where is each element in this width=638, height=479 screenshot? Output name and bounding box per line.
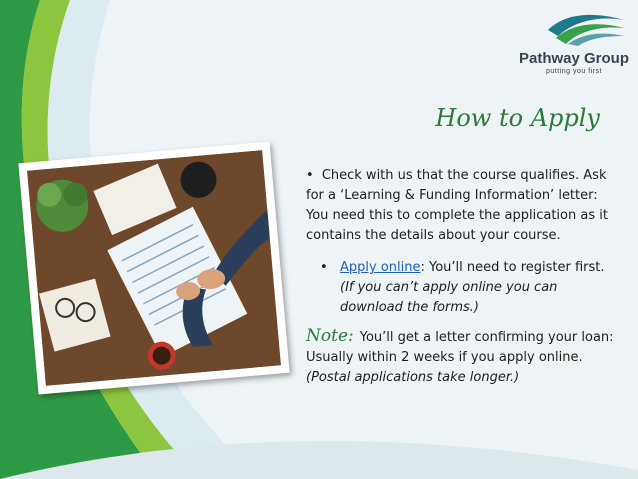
logo-wave-icon (546, 10, 626, 46)
pathway-group-logo (518, 10, 630, 82)
slide-content (306, 166, 618, 388)
note-text: You’ll get a letter confirming your loan: Usually within 2 weeks if you apply online. (306, 330, 614, 365)
logo-tagline: putting you first (546, 68, 602, 75)
slide-title: How to Apply (435, 104, 600, 132)
bullet-course-qualifies (306, 166, 618, 246)
bullet1-text: Check with us that the course qualifies. Ask for a ‘Learning & Funding Information’ letter: You need this to complete the application as it contains the details about your course. (306, 168, 608, 243)
bullet-dot: • (320, 260, 328, 275)
bullet2-italic-text: (If you can’t apply online you can download the forms.) (340, 280, 558, 315)
bullet2-text: : You’ll need to register first. (420, 260, 605, 275)
logo-name: Pathway Group (518, 50, 630, 67)
note-italic-text: (Postal applications take longer.) (306, 370, 520, 385)
bullet-apply-online (306, 258, 618, 318)
photo-frame (18, 141, 289, 394)
note-label: Note: (306, 326, 354, 346)
bullet-dot: • (306, 168, 314, 183)
note-block (306, 326, 618, 388)
photo-person-filling-form (27, 150, 281, 386)
apply-online-link[interactable]: Apply online (340, 260, 421, 275)
